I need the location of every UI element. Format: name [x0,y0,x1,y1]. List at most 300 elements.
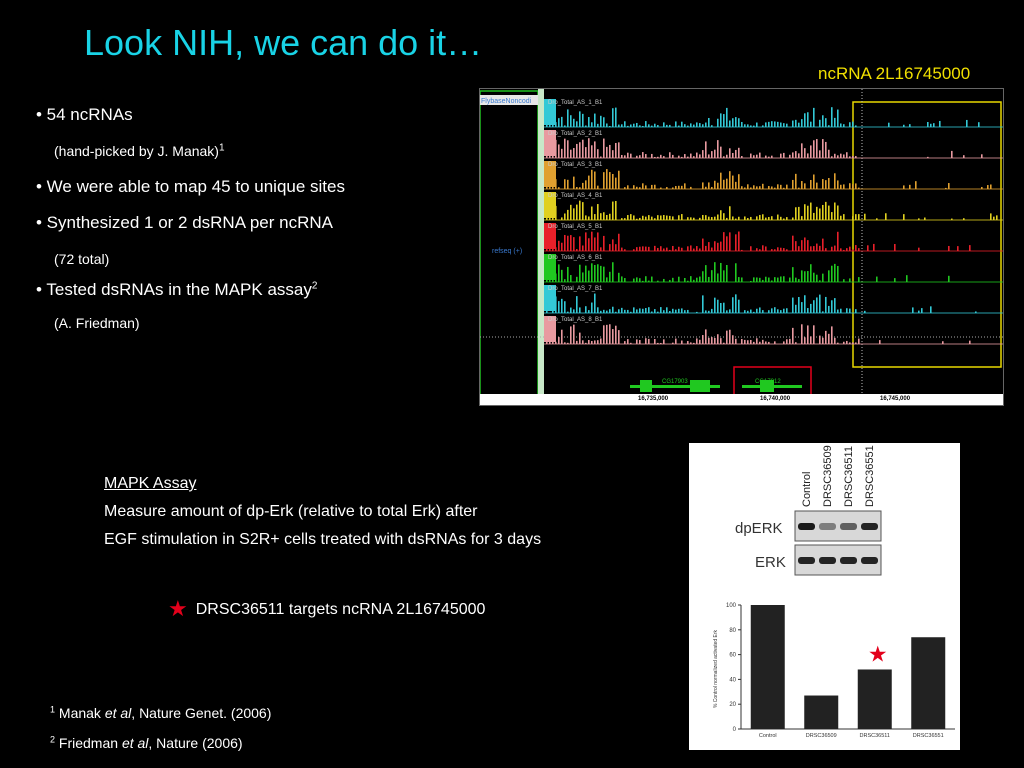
read-bar [918,218,920,220]
read-bar [858,277,860,282]
read-bar [648,339,650,344]
read-bar [834,246,836,251]
read-bar [825,180,827,189]
read-bar [804,113,806,127]
read-bar [813,273,815,282]
read-bar [726,179,728,189]
read-bar [699,248,701,251]
read-bar [603,325,605,344]
read-bar [726,331,728,344]
read-bar [561,117,563,127]
read-bar [690,276,692,282]
read-bar [651,277,653,282]
read-bar [717,334,719,344]
read-bar [642,183,644,189]
read-bar [825,297,827,313]
read-bar [642,126,644,127]
read-bar [846,308,848,313]
read-bar [558,301,560,313]
footnote-ref: 2 [311,280,318,292]
read-bar [687,217,689,220]
read-bar [702,215,704,220]
read-bar [822,239,824,251]
read-bar [675,249,677,251]
read-bar [564,179,566,189]
read-bar [792,267,794,282]
read-bar [561,149,563,158]
ncrna-label: ncRNA 2L16745000 [818,64,971,83]
read-bar [552,310,554,313]
read-bar [702,239,704,251]
read-bar [567,236,569,251]
read-bar [660,155,662,158]
read-bar [588,271,590,282]
read-bar [855,214,857,220]
read-bar [750,125,752,127]
bullet-tested-text: • Tested dsRNAs in the MAPK assay [36,280,312,299]
read-bar [801,216,803,220]
read-bar [630,343,632,344]
read-bar [555,206,557,220]
read-bar [639,155,641,158]
read-bar [840,309,842,313]
read-bar [783,341,785,344]
read-bar [816,275,818,282]
read-bar [552,148,554,158]
read-bar [903,214,905,220]
read-bar [645,154,647,158]
read-bar [600,266,602,282]
read-bar [759,278,761,282]
read-bar [804,337,806,344]
read-bar [783,248,785,251]
read-bar [645,276,647,282]
read-bar [849,342,851,344]
read-bar [672,343,674,344]
read-bar [768,342,770,344]
read-bar [666,307,668,313]
read-bar [573,208,575,220]
coord-label: 16,735,000 [638,396,669,402]
reference-2 [50,728,271,758]
read-bar [993,217,995,220]
read-bar [792,328,794,344]
read-bar [840,185,842,189]
read-bar [582,272,584,282]
read-bar [714,262,716,282]
read-bar [672,216,674,220]
read-bar [831,266,833,282]
read-bar [714,181,716,189]
read-bar [792,180,794,189]
read-bar [591,303,593,313]
read-bar [681,186,683,189]
read-bar [585,343,587,344]
read-bar [816,244,818,251]
read-bar [798,153,800,158]
read-bar [792,236,794,251]
read-bar [744,124,746,127]
read-bar [564,301,566,313]
read-bar [699,218,701,220]
read-bar [621,218,623,220]
read-bar [855,156,857,158]
read-bar [768,122,770,127]
read-bar [666,216,668,220]
read-bar [753,277,755,282]
track-label: Dro_Total_AS_1_B1 [548,100,603,106]
bullet-synthesized: • Synthesized 1 or 2 dsRNA per ncRNA [36,213,333,232]
read-bar [726,236,728,251]
read-bar [675,339,677,344]
read-bar [639,125,641,127]
read-bar [963,155,965,158]
read-bar [741,186,743,189]
read-bar [948,276,950,282]
read-bar [801,240,803,251]
read-bar [582,114,584,127]
read-bar [576,341,578,344]
read-bar [687,246,689,251]
read-bar [816,207,818,220]
star-icon: ★ [867,642,888,668]
read-bar [753,185,755,189]
read-bar [717,243,719,251]
read-bar [951,151,953,158]
read-bar [744,340,746,344]
read-bar [639,247,641,251]
read-bar [708,182,710,189]
read-bar [549,177,551,189]
read-bar [672,278,674,282]
read-bar [567,267,569,282]
bullet-54-ncrnas: • 54 ncRNAs [36,105,133,124]
read-bar [798,188,800,189]
read-bar [822,139,824,158]
read-bar [690,123,692,127]
read-bar [636,339,638,344]
highlight-box-yellow [853,102,1001,367]
read-bar [969,341,971,344]
read-bar [708,311,710,313]
read-bar [645,308,647,313]
read-bar [855,342,857,344]
read-bar [594,340,596,344]
read-bar [723,232,725,251]
read-bar [915,181,917,189]
read-bar [660,307,662,313]
read-bar [834,298,836,313]
read-bar [774,341,776,344]
read-bar [756,338,758,344]
read-bar [582,140,584,158]
read-bar [609,145,611,158]
read-bar [585,215,587,220]
read-bar [636,309,638,313]
read-bar [765,277,767,282]
read-bar [618,142,620,158]
read-bar [681,157,683,158]
read-bar [696,312,698,313]
read-bar [669,152,671,158]
read-bar [642,281,644,282]
read-bar [573,148,575,158]
read-bar [606,277,608,282]
read-bar [816,183,818,189]
read-bar [579,265,581,282]
read-bar [603,310,605,313]
read-bar [627,126,629,127]
read-bar [606,325,608,344]
read-bar [546,140,548,158]
genome-browser-svg [480,89,1003,405]
gene-models [630,379,802,392]
read-bar [720,242,722,251]
read-bar [576,296,578,313]
read-bar [651,217,653,220]
read-bar [723,180,725,189]
read-bar [735,263,737,282]
read-bar [849,278,851,282]
exon [640,380,652,392]
read-bar [765,218,767,220]
read-bar [840,154,842,158]
read-bar [813,175,815,189]
read-bar [771,249,773,251]
read-bar [855,125,857,127]
read-bar [702,295,704,313]
read-bar [843,214,845,220]
read-bar [588,340,590,344]
read-bar [738,232,740,251]
read-bar [555,179,557,189]
read-bar [564,342,566,344]
star-note [168,596,485,622]
read-bar [723,213,725,220]
read-bar [588,176,590,189]
figure-svg [689,443,960,750]
read-bar [906,275,908,282]
read-bar [579,201,581,220]
read-bar [783,123,785,127]
read-bar [780,185,782,189]
read-bar [810,336,812,344]
read-bar [786,249,788,251]
coord-label: 16,745,000 [880,396,911,402]
read-bar [630,312,632,313]
read-bar [642,309,644,313]
read-bar [807,271,809,282]
read-bar [552,248,554,251]
read-bar [735,219,737,220]
read-bar [849,247,851,251]
read-bar [867,245,869,251]
read-bar [660,343,662,344]
read-bar [780,276,782,282]
read-bar [879,340,881,344]
read-bar [837,205,839,220]
read-bar [675,186,677,189]
read-bar [786,217,788,220]
read-bar [648,124,650,127]
read-bar [588,238,590,251]
read-bar [744,310,746,313]
footnote-ref: 1 [218,142,225,154]
read-bar [990,213,992,220]
read-bar [636,187,638,189]
read-bar [750,340,752,344]
read-bar [771,216,773,220]
read-bar [615,201,617,220]
read-bar [591,341,593,344]
read-bar [852,342,854,344]
ref-etal: et al [104,705,132,721]
read-bar [549,116,551,127]
read-bar [780,310,782,313]
read-bar [831,326,833,344]
read-bar [741,277,743,282]
read-bar [603,139,605,158]
read-bar [828,206,830,220]
read-bar [807,206,809,220]
read-bar [681,341,683,344]
read-bar [660,215,662,220]
read-bar [762,340,764,344]
read-bar [693,125,695,127]
read-bar [792,218,794,220]
read-bar [693,343,695,344]
mapk-line-2: EGF stimulation in S2R+ cells treated with dsRNAs for 3 days [104,531,542,548]
read-bar [858,188,860,189]
read-bar [639,308,641,313]
slide-title: Look NIH, we can do it… [84,22,483,63]
read-bar [591,170,593,189]
read-bar [645,247,647,251]
read-bar [969,245,971,251]
read-bar [786,339,788,344]
read-bar [804,183,806,189]
read-bar [762,214,764,220]
read-bar [738,174,740,189]
read-bar [591,145,593,158]
read-bar [612,108,614,127]
read-bar [744,187,746,189]
read-bar [795,151,797,158]
read-bar [810,180,812,189]
read-bar [741,250,743,251]
lane-labels [801,445,876,507]
read-bar [585,147,587,158]
read-bar [720,210,722,220]
read-bar [738,148,740,158]
read-bar [690,154,692,158]
read-bar [588,216,590,220]
read-bar [894,244,896,251]
reference-1 [50,698,271,728]
read-bar [567,109,569,127]
read-bar [843,154,845,158]
read-bar [750,217,752,220]
read-bar [738,300,740,313]
read-bar [657,157,659,158]
read-bar [717,119,719,127]
read-bar [708,338,710,344]
read-bar [630,154,632,158]
read-bar [660,188,662,189]
read-bar [825,202,827,220]
bullet-sub-friedman: (A. Friedman) [54,315,140,331]
read-bar [576,277,578,282]
read-bar [612,202,614,220]
x-tick-label: DRSC36511 [859,733,890,739]
read-bar [765,246,767,251]
read-bar [975,311,977,313]
read-bar [567,140,569,158]
read-bar [705,329,707,344]
read-bar [801,143,803,158]
read-bar [720,173,722,189]
noncoding-track-frame [480,91,538,396]
read-bar [699,340,701,344]
read-bar [855,245,857,251]
read-bar [876,218,878,220]
read-bar [768,310,770,313]
read-bar [618,171,620,189]
read-bar [681,214,683,220]
read-bar [876,277,878,282]
read-bar [930,306,932,313]
read-bar [645,121,647,127]
read-bar [558,118,560,127]
read-bar [570,326,572,344]
read-bar [753,126,755,127]
read-bar [609,244,611,251]
read-bar [696,278,698,282]
read-bar [768,278,770,282]
read-bar [762,125,764,127]
read-bar [552,277,554,282]
read-bar [780,123,782,127]
read-bar [723,270,725,282]
read-bar [774,188,776,189]
read-bar [693,249,695,251]
read-bar [714,150,716,158]
read-bar [567,210,569,220]
read-bar [888,123,890,127]
read-bar [558,264,560,282]
read-bar [810,145,812,158]
read-bar [864,214,866,220]
read-bar [579,187,581,189]
read-bar [669,216,671,220]
coord-label: 16,740,000 [760,396,791,402]
read-bar [837,232,839,251]
read-bar [909,185,911,189]
read-bar [609,214,611,220]
read-bar [750,154,752,158]
read-bar [552,176,554,189]
read-bar [576,144,578,158]
star-icon: ★ [168,596,188,621]
read-bar [759,153,761,158]
read-bar [546,185,548,189]
bullet-mapped: • We were able to map 45 to unique sites [36,177,345,196]
read-bar [630,124,632,127]
read-bar [903,185,905,189]
read-bar [807,308,809,313]
read-bar [858,214,860,220]
read-bar [588,310,590,313]
